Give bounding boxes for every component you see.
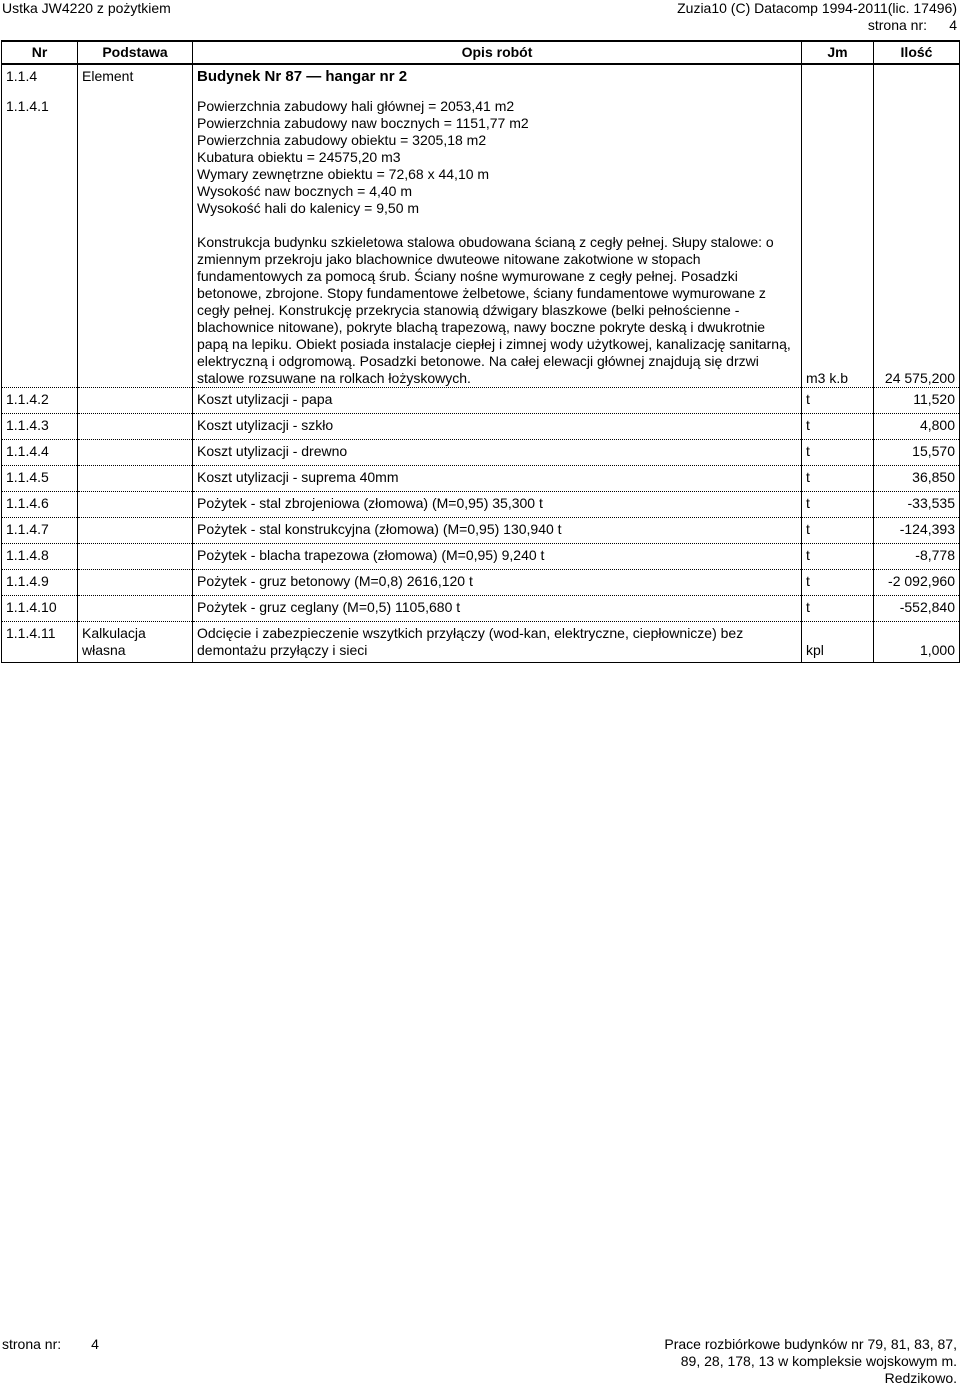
- page-number: 4: [949, 17, 957, 33]
- table-row: [2, 596, 960, 622]
- column-header-jm: Jm: [802, 41, 874, 64]
- footer-page-indicator: [2, 1336, 99, 1352]
- item-jm: t: [802, 596, 874, 622]
- item-jm: t: [802, 492, 874, 518]
- item-nr: 1.1.4.3: [2, 414, 78, 440]
- item-jm: t: [802, 544, 874, 570]
- table-row: [2, 440, 960, 466]
- item-nr: 1.1.4.9: [2, 570, 78, 596]
- item-ilosc: 24 575,200: [874, 90, 960, 388]
- footer-project-title: [664, 1336, 957, 1387]
- table-row: [2, 414, 960, 440]
- table-header-row: [2, 41, 960, 64]
- building-specs: [197, 98, 797, 217]
- item-nr: 1.1.4.10: [2, 596, 78, 622]
- item-jm: m3 k.b: [802, 90, 874, 388]
- item-opis: Koszt utylizacji - szkło: [193, 414, 802, 440]
- column-header-podstawa: Podstawa: [78, 41, 193, 64]
- item-opis: Pożytek - stal konstrukcyjna (złomowa) (M=0,95) 130,940 t: [193, 518, 802, 544]
- column-header-nr: Nr: [2, 41, 78, 64]
- item-ilosc: 11,520: [874, 388, 960, 414]
- item-ilosc: 4,800: [874, 414, 960, 440]
- footer-page-label: strona nr:: [2, 1336, 62, 1352]
- spec-line: Wymary zewnętrzne obiektu = 72,68 x 44,10 m: [197, 166, 490, 182]
- item-nr: 1.1.4.2: [2, 388, 78, 414]
- cost-estimate-table: [1, 40, 960, 663]
- element-title: Budynek Nr 87 — hangar nr 2: [197, 68, 408, 85]
- item-ilosc: -552,840: [874, 596, 960, 622]
- item-nr: 1.1.4.5: [2, 466, 78, 492]
- spec-line: Powierzchnia zabudowy hali głównej = 2053,41 m2: [197, 98, 515, 114]
- item-nr: 1.1.4.7: [2, 518, 78, 544]
- item-nr: 1.1.4.1: [2, 90, 78, 388]
- page-indicator: [677, 17, 957, 34]
- podstawa-line: Kalkulacja: [82, 625, 146, 641]
- item-jm: t: [802, 518, 874, 544]
- item-podstawa: [78, 466, 193, 492]
- item-opis: Pożytek - gruz betonowy (M=0,8) 2616,120 t: [193, 570, 802, 596]
- footer-line: Prace rozbiórkowe budynków nr 79, 81, 83, 87,: [664, 1336, 957, 1352]
- item-ilosc: -8,778: [874, 544, 960, 570]
- column-header-opis: Opis robót: [193, 41, 802, 64]
- table-row: [2, 544, 960, 570]
- item-podstawa: [78, 440, 193, 466]
- item-nr: 1.1.4.4: [2, 440, 78, 466]
- table-row: [2, 388, 960, 414]
- item-opis: [193, 622, 802, 663]
- opis-line: Odcięcie i zabezpieczenie wszytkich przyłączy (wod-kan, elektryczne, ciepłownicze) bez: [197, 625, 744, 641]
- spec-line: Wysokość naw bocznych = 4,40 m: [197, 183, 413, 199]
- item-opis: Pożytek - gruz ceglany (M=0,5) 1105,680 t: [193, 596, 802, 622]
- document-header-title: Ustka JW4220 z pożytkiem: [2, 0, 171, 16]
- item-jm: t: [802, 440, 874, 466]
- item-ilosc: 36,850: [874, 466, 960, 492]
- item-opis: Koszt utylizacji - drewno: [193, 440, 802, 466]
- item-podstawa: [78, 570, 193, 596]
- item-nr: 1.1.4.6: [2, 492, 78, 518]
- spec-line: Wysokość hali do kalenicy = 9,50 m: [197, 200, 420, 216]
- item-opis: Pożytek - blacha trapezowa (złomowa) (M=0,95) 9,240 t: [193, 544, 802, 570]
- element-row: [2, 64, 960, 90]
- item-nr: 1.1.4.11: [2, 622, 78, 663]
- item-jm: t: [802, 466, 874, 492]
- item-podstawa: [78, 596, 193, 622]
- item-podstawa: [78, 518, 193, 544]
- table-row: [2, 466, 960, 492]
- document-header-info: [677, 0, 957, 34]
- item-jm: t: [802, 388, 874, 414]
- construction-description: Konstrukcja budynku szkieletowa stalowa obudowana ścianą z cegły pełnej. Słupy stalowe: o zmiennym przekroju jako blachownice dwuteowe nitowane zakotwione w stopach fundamentowych za pomocą śrub. Ściany nośne wymurowane z cegły pełnej. Posadzki betonowe, zbrojone. Stopy fundamentowe żelbetowe, ściany fundamentowe wymurowane z cegły pełnej. Konstrukcję przekrycia stanowią dźwigary blaszkowe (belki pełnościenne - blachownice nitowane), pokryte blachą trapezową, nawy boczne pokryte deską i dwukrotnie papą na lepiku. Obiekt posiada instalacje ciepłej i zimnej wody użytkowej, kanalizację sanitarną, elektryczną i odgromową. Posadzki betonowe. Na całej elewacji głównej znajdują się drzwi stalowe rozsuwane na rolkach łożyskowych.: [197, 234, 791, 386]
- item-ilosc: -124,393: [874, 518, 960, 544]
- item-opis: Koszt utylizacji - suprema 40mm: [193, 466, 802, 492]
- footer-line: 89, 28, 178, 13 w kompleksie wojskowym m.: [680, 1353, 957, 1369]
- spec-line: Powierzchnia zabudowy naw bocznych = 1151,77 m2: [197, 115, 529, 131]
- item-opis: Koszt utylizacji - papa: [193, 388, 802, 414]
- item-ilosc: 1,000: [874, 622, 960, 663]
- footer-line: Redzikowo.: [884, 1370, 957, 1386]
- element-podstawa: Element: [78, 64, 193, 90]
- spec-line: Kubatura obiektu = 24575,20 m3: [197, 149, 401, 165]
- column-header-ilosc: Ilość: [874, 41, 960, 64]
- table-row: [2, 570, 960, 596]
- footer-page-number: 4: [91, 1336, 99, 1352]
- item-jm: t: [802, 414, 874, 440]
- page-label: strona nr:: [867, 17, 927, 33]
- software-info: Zuzia10 (C) Datacomp 1994-2011(lic. 17496): [677, 0, 957, 16]
- item-podstawa: [78, 492, 193, 518]
- podstawa-line: własna: [82, 642, 126, 658]
- item-podstawa: [78, 622, 193, 663]
- table-row: [2, 518, 960, 544]
- item-podstawa: [78, 414, 193, 440]
- item-podstawa: [78, 388, 193, 414]
- item-ilosc: -33,535: [874, 492, 960, 518]
- item-jm: kpl: [802, 622, 874, 663]
- table-row: [2, 492, 960, 518]
- table-row: [2, 90, 960, 388]
- item-opis: Pożytek - stal zbrojeniowa (złomowa) (M=0,95) 35,300 t: [193, 492, 802, 518]
- spec-line: Powierzchnia zabudowy obiektu = 3205,18 m2: [197, 132, 487, 148]
- item-ilosc: -2 092,960: [874, 570, 960, 596]
- item-ilosc: 15,570: [874, 440, 960, 466]
- table-row: [2, 622, 960, 663]
- item-nr: 1.1.4.8: [2, 544, 78, 570]
- element-nr: 1.1.4: [2, 64, 78, 90]
- opis-line: demontażu przyłączy i sieci: [197, 642, 368, 658]
- item-podstawa: [78, 544, 193, 570]
- item-jm: t: [802, 570, 874, 596]
